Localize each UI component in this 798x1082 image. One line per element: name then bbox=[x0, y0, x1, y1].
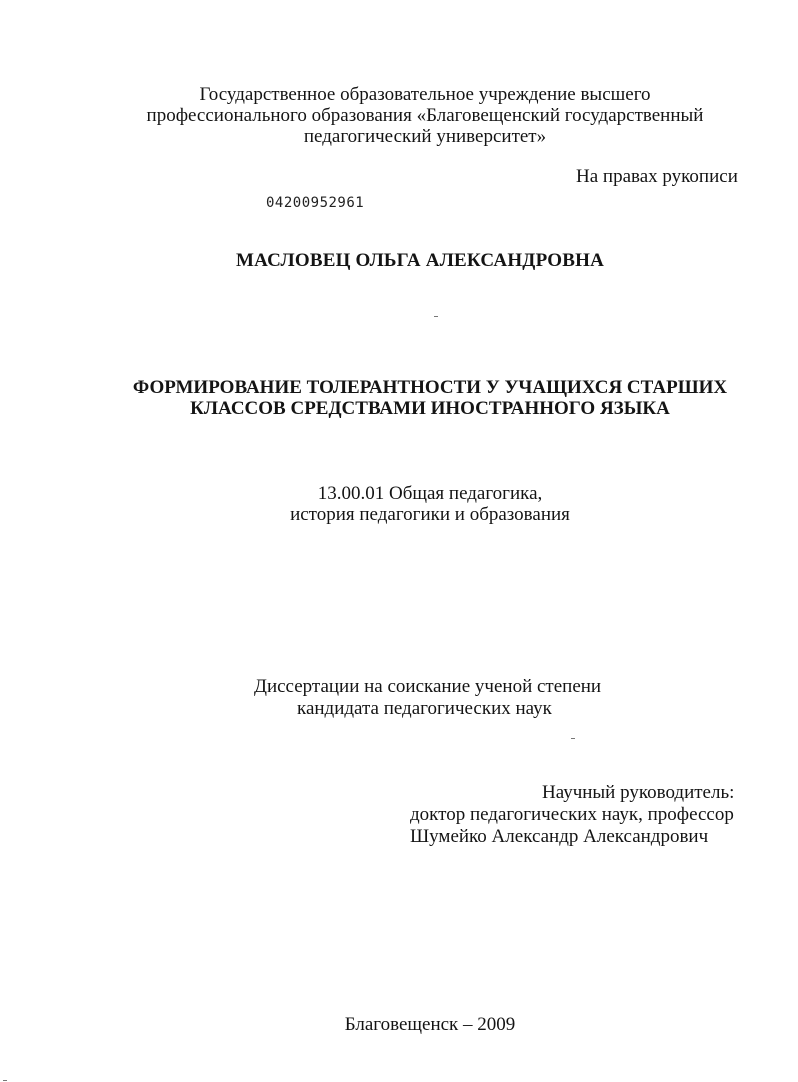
institution-line: педагогический университет» bbox=[303, 126, 547, 147]
institution-line: Государственное образовательное учреждение высшего bbox=[199, 84, 651, 105]
scan-speck bbox=[434, 316, 438, 317]
author-name: МАСЛОВЕЦ ОЛЬГА АЛЕКСАНДРОВНА bbox=[235, 250, 605, 271]
title-line: ФОРМИРОВАНИЕ ТОЛЕРАНТНОСТИ У УЧАЩИХСЯ СТАРШИХ bbox=[132, 377, 728, 398]
scan-speck bbox=[3, 1080, 7, 1081]
institution-line: профессионального образования «Благовещенский государственный bbox=[146, 105, 704, 126]
city-year: Благовещенск – 2009 bbox=[344, 1014, 516, 1035]
degree-line: Диссертации на соискание ученой степени bbox=[254, 676, 602, 697]
library-code-stamp: 04200952961 bbox=[266, 195, 365, 211]
scan-speck bbox=[571, 738, 575, 739]
institution-header bbox=[100, 84, 750, 147]
title-line: КЛАССОВ СРЕДСТВАМИ ИНОСТРАННОГО ЯЗЫКА bbox=[190, 398, 670, 419]
supervisor-name: Шумейко Александр Александрович bbox=[410, 826, 709, 847]
dissertation-title bbox=[100, 377, 760, 419]
supervisor-title: доктор педагогических наук, профессор bbox=[410, 804, 734, 825]
degree-line: кандидата педагогических наук bbox=[297, 698, 552, 719]
manuscript-rights-note: На правах рукописи bbox=[576, 166, 738, 187]
specialty-line: история педагогики и образования bbox=[290, 504, 570, 525]
specialty-code bbox=[130, 483, 730, 525]
supervisor-label: Научный руководитель: bbox=[542, 782, 735, 803]
specialty-line: 13.00.01 Общая педагогика, bbox=[317, 483, 543, 504]
